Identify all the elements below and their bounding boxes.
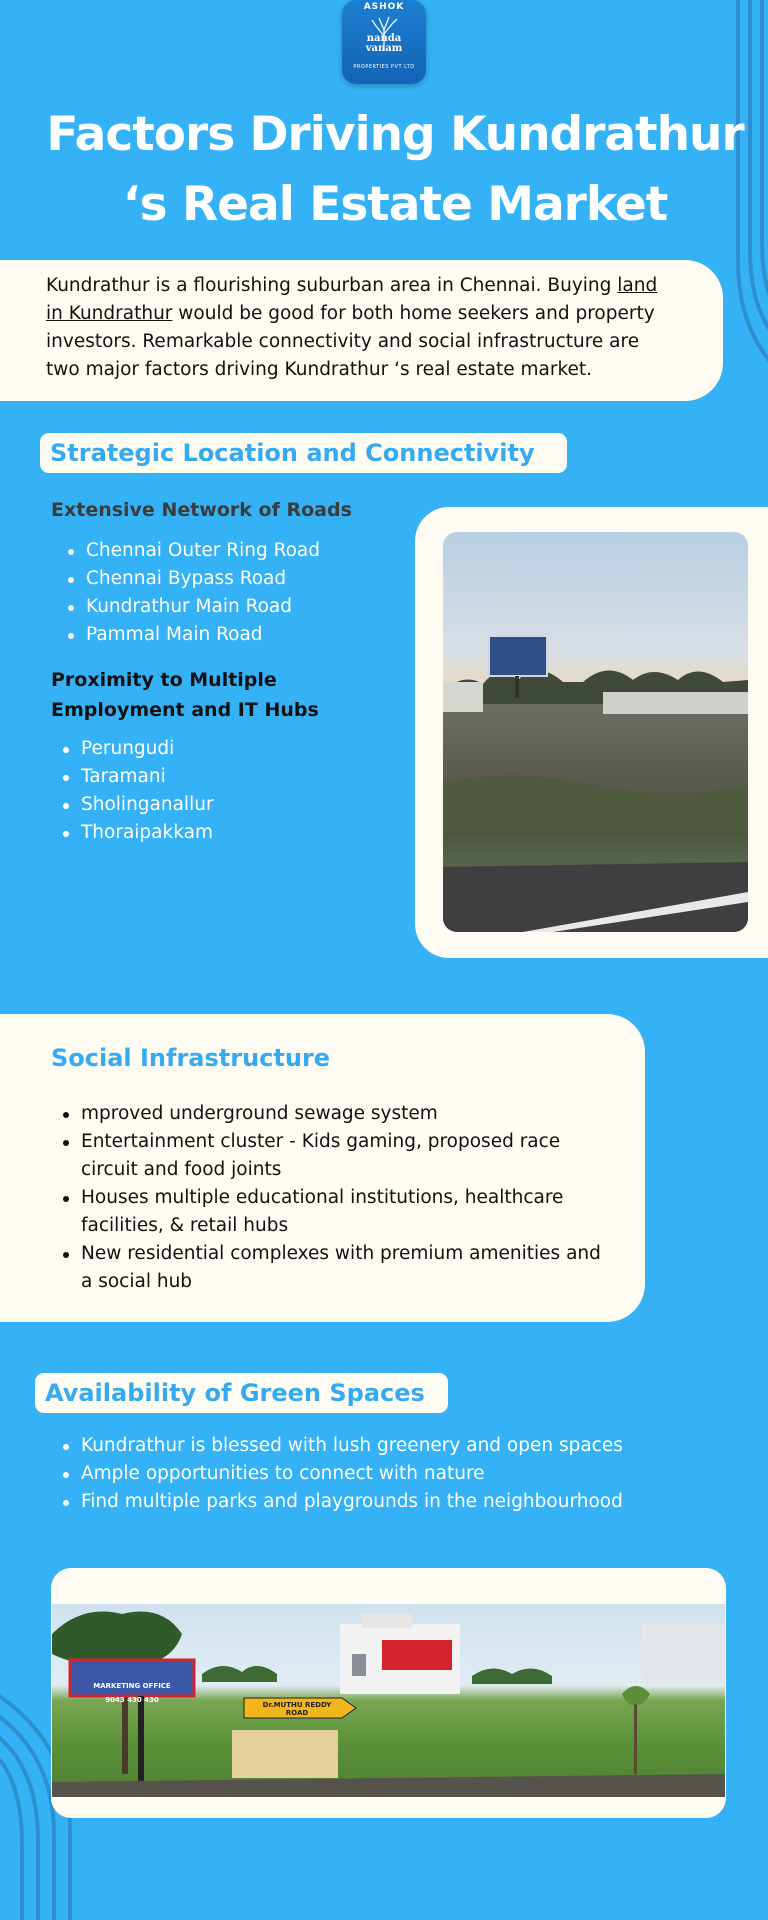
list-item: Entertainment cluster - Kids gaming, proposed race circuit and food joints <box>51 1128 611 1184</box>
page-title-line2: ‘s Real Estate Market <box>122 177 668 232</box>
logo-name-line1: nanda <box>366 33 402 44</box>
employment-hubs-list <box>51 735 214 847</box>
office-photo <box>52 1604 725 1797</box>
roads-list <box>56 537 320 649</box>
section-tag-location: Strategic Location and Connectivity <box>40 433 567 473</box>
section-tag-green: Availability of Green Spaces <box>35 1373 448 1413</box>
office-sign-label: MARKETING OFFICE <box>93 1682 171 1690</box>
intro-text-after: would be good for both home seekers and property investors. Remarkable connectivity and social infrastructure are two major factors driving Kundrathur ‘s real estate market. <box>46 303 655 380</box>
logo-top-text: ASHOK <box>363 2 405 12</box>
logo-tagline: PROPERTIES PVT LTD <box>353 64 415 70</box>
list-item: Perungudi <box>51 735 214 763</box>
list-item: Houses multiple educational institutions, healthcare facilities, & retail hubs <box>51 1184 611 1240</box>
social-list <box>51 1100 611 1296</box>
list-item: Sholinganallur <box>51 791 214 819</box>
road-sign-line2: ROAD <box>285 1709 309 1717</box>
company-logo <box>342 0 426 84</box>
green-list <box>51 1432 623 1516</box>
list-item: Find multiple parks and playgrounds in the neighbourhood <box>51 1488 623 1516</box>
office-sign-phone: 9043 430 430 <box>105 1696 159 1704</box>
list-item: Kundrathur Main Road <box>56 593 320 621</box>
page-title <box>40 100 750 240</box>
list-item: Ample opportunities to connect with nature <box>51 1460 623 1488</box>
list-item: Chennai Outer Ring Road <box>56 537 320 565</box>
office-photo-illustration <box>52 1604 725 1797</box>
site-photo <box>443 532 748 932</box>
logo-name-line2: vanam <box>365 43 403 54</box>
site-photo-illustration <box>443 532 748 932</box>
list-item: Taramani <box>51 763 214 791</box>
land-in-kundrathur-link[interactable]: land in Kundrathur <box>46 275 658 324</box>
list-item: Chennai Bypass Road <box>56 565 320 593</box>
list-item: Pammal Main Road <box>56 621 320 649</box>
road-sign-line1: Dr.MUTHU REDDY <box>262 1701 332 1709</box>
list-item: New residential complexes with premium amenities and a social hub <box>51 1240 611 1296</box>
roads-heading: Extensive Network of Roads <box>51 499 352 521</box>
tree-icon <box>364 10 404 50</box>
intro-paragraph <box>46 272 666 384</box>
list-item: Kundrathur is blessed with lush greenery and open spaces <box>51 1432 623 1460</box>
social-heading: Social Infrastructure <box>51 1044 331 1072</box>
intro-text-before: Kundrathur is a flourishing suburban area in Chennai. Buying <box>46 275 618 296</box>
list-item: mproved underground sewage system <box>51 1100 611 1128</box>
employment-heading: Proximity to Multiple Employment and IT Hubs <box>51 669 319 721</box>
page-title-line1: Factors Driving Kundrathur <box>46 107 744 162</box>
list-item: Thoraipakkam <box>51 819 214 847</box>
